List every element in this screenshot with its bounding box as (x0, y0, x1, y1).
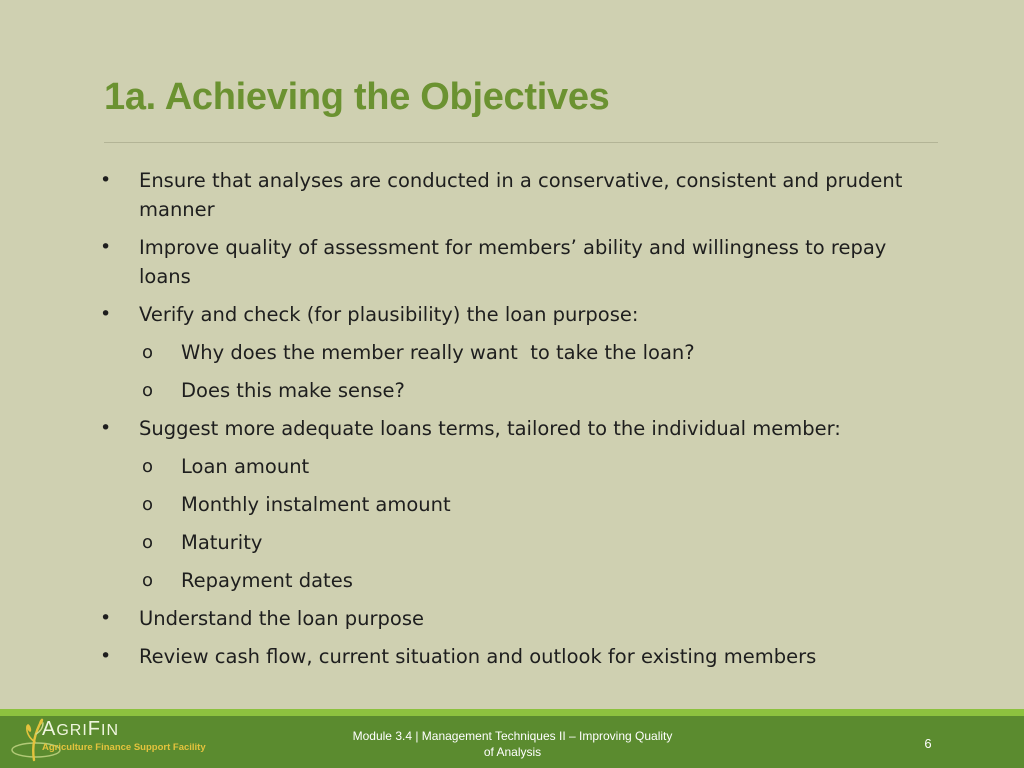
bullet-marker: • (100, 607, 112, 629)
sub-bullet-text: Does this make sense? (181, 379, 405, 402)
sub-bullet-item (100, 376, 940, 405)
logo-text-gri: GRI (56, 722, 88, 739)
sub-bullet-text: Why does the member really want to take the loan? (181, 341, 695, 364)
sub-bullet-marker: o (142, 456, 154, 477)
bullet-item (100, 166, 940, 224)
page-number: 6 (924, 736, 932, 751)
bullet-list (100, 166, 940, 680)
bullet-text: Suggest more adequate loans terms, tailored to the individual member: (139, 417, 841, 440)
sub-bullet-text: Loan amount (181, 455, 310, 478)
bullet-text: Ensure that analyses are conducted in a conservative, consistent and prudent manner (139, 169, 903, 221)
bullet-item (100, 604, 940, 633)
bullet-marker: • (100, 645, 112, 667)
module-caption-line: of Analysis (483, 745, 542, 759)
bullet-item (100, 233, 940, 291)
logo-wordmark (42, 718, 119, 741)
logo-tagline: Agriculture Finance Support Facility (42, 742, 206, 753)
bullet-marker: • (100, 303, 112, 325)
slide-title: 1a. Achieving the Objectives (104, 76, 610, 118)
sub-bullet-marker: o (142, 570, 154, 591)
logo-initial-f: F (87, 718, 102, 740)
title-divider (104, 142, 938, 143)
logo-initial-a: A (42, 718, 57, 740)
bullet-item (100, 414, 940, 443)
sub-bullet-marker: o (142, 494, 154, 515)
sub-bullet-text: Maturity (181, 531, 263, 554)
bullet-text: Review cash flow, current situation and outlook for existing members (139, 645, 817, 668)
sub-bullet-item (100, 490, 940, 519)
bullet-text: Verify and check (for plausibility) the loan purpose: (139, 303, 639, 326)
bullet-marker: • (100, 236, 112, 258)
sub-bullet-item (100, 566, 940, 595)
sub-bullet-item (100, 338, 940, 367)
sub-bullet-item (100, 452, 940, 481)
bullet-marker: • (100, 169, 112, 191)
bullet-item (100, 642, 940, 671)
sub-bullet-marker: o (142, 342, 154, 363)
module-caption (310, 728, 715, 760)
bullet-marker: • (100, 417, 112, 439)
module-caption-line: Module 3.4 | Management Techniques II – Improving Quality (352, 729, 673, 743)
sub-bullet-marker: o (142, 380, 154, 401)
sub-bullet-marker: o (142, 532, 154, 553)
sub-bullet-text: Monthly instalment amount (181, 493, 451, 516)
sub-bullet-text: Repayment dates (181, 569, 353, 592)
bullet-text: Improve quality of assessment for members’ ability and willingness to repay loans (139, 236, 887, 288)
bullet-item (100, 300, 940, 329)
bullet-text: Understand the loan purpose (139, 607, 424, 630)
logo-text-in: IN (101, 722, 120, 739)
sub-bullet-item (100, 528, 940, 557)
